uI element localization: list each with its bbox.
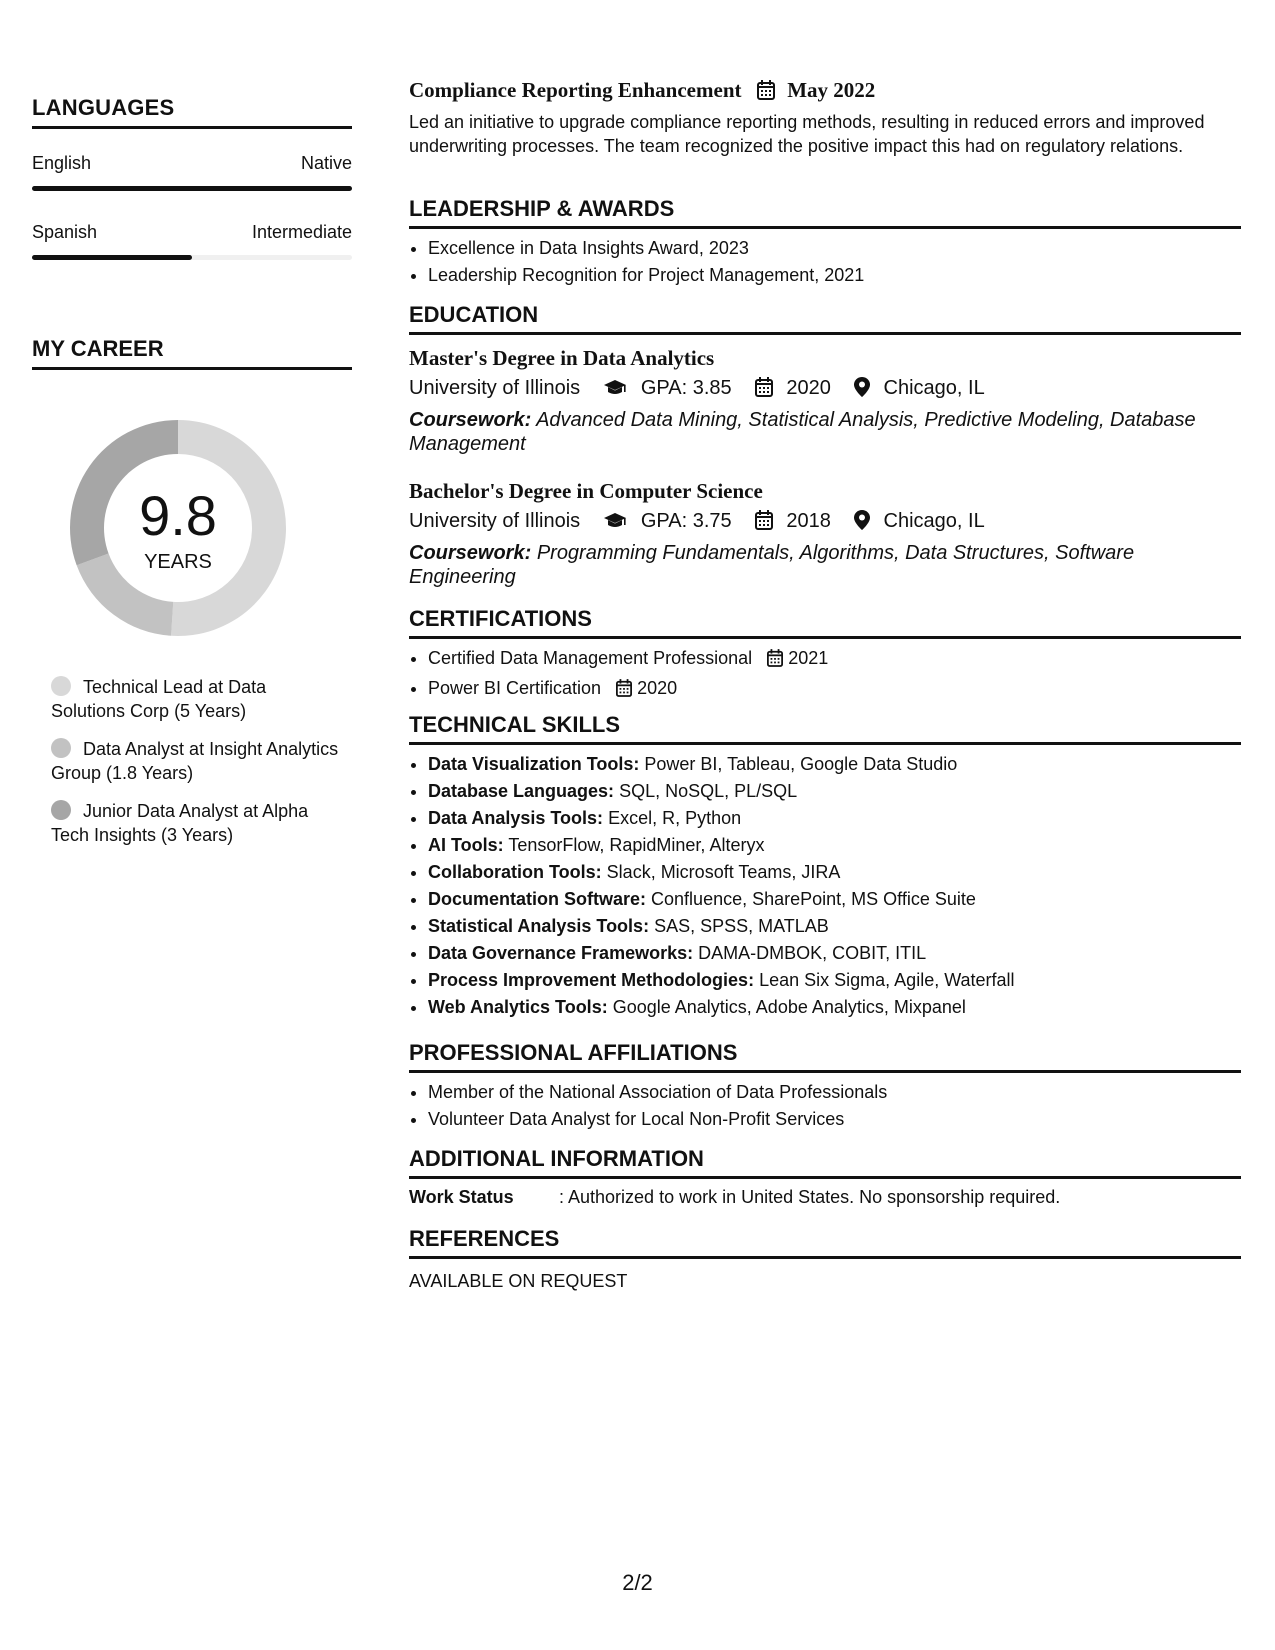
skill-category: Database Languages: xyxy=(428,781,615,801)
additional-section xyxy=(409,1146,1241,1209)
certifications-heading: CERTIFICATIONS xyxy=(409,606,1241,639)
skill-category: Process Improvement Methodologies: xyxy=(428,970,755,990)
certification-name: Certified Data Management Professional xyxy=(428,648,753,668)
language-proficiency-track xyxy=(32,186,352,191)
certifications-list xyxy=(409,645,1241,705)
affiliations-section xyxy=(409,1040,1241,1133)
career-legend-item xyxy=(51,799,341,847)
skill-item xyxy=(428,778,1241,805)
location: Chicago, IL xyxy=(883,510,985,532)
skill-item xyxy=(428,859,1241,886)
list-item: • Leadership Recognition for Project Management, 2021 xyxy=(428,262,1241,289)
language-level: Intermediate xyxy=(251,222,352,242)
affiliations-heading: PROFESSIONAL AFFILIATIONS xyxy=(409,1040,1241,1073)
career-donut-chart xyxy=(66,416,290,640)
gpa: GPA: 3.85 xyxy=(640,377,732,399)
list-item: • Volunteer Data Analyst for Local Non-Profit Services xyxy=(428,1106,1241,1133)
graduation-year: 2020 xyxy=(786,377,831,399)
coursework-text: Programming Fundamentals, Algorithms, Data Structures, Software Engineering xyxy=(409,542,1135,588)
skills-heading: TECHNICAL SKILLS xyxy=(409,712,1241,745)
language-proficiency-bar xyxy=(32,186,352,191)
leadership-heading: LEADERSHIP & AWARDS xyxy=(409,196,1241,229)
work-status-row xyxy=(409,1185,1241,1209)
skill-item xyxy=(428,940,1241,967)
graduation-cap-icon xyxy=(603,376,627,406)
skill-item xyxy=(428,805,1241,832)
career-legend xyxy=(51,675,341,861)
additional-heading: ADDITIONAL INFORMATION xyxy=(409,1146,1241,1179)
skill-values: Excel, R, Python xyxy=(608,808,742,828)
coursework-label: Coursework: xyxy=(409,542,532,564)
education-entry xyxy=(409,343,1241,456)
languages-divider xyxy=(32,126,352,129)
skills-list xyxy=(409,751,1241,1021)
skill-category: Documentation Software: xyxy=(428,889,647,909)
skill-values: SQL, NoSQL, PL/SQL xyxy=(619,781,798,801)
coursework xyxy=(409,541,1241,589)
calendar-icon xyxy=(755,376,773,406)
education-entry xyxy=(409,476,1241,589)
legend-dot xyxy=(51,800,71,820)
page-number: 2/2 xyxy=(622,1570,653,1595)
location-pin-icon xyxy=(854,509,870,539)
legend-dot xyxy=(51,738,71,758)
calendar-icon xyxy=(767,648,783,675)
career-legend-item xyxy=(51,737,341,785)
skill-category: AI Tools: xyxy=(428,835,504,855)
skill-category: Statistical Analysis Tools: xyxy=(428,916,650,936)
references-section xyxy=(409,1226,1241,1293)
career-heading: MY CAREER xyxy=(32,336,164,361)
affiliations-list xyxy=(409,1079,1241,1133)
skill-values: SAS, SPSS, MATLAB xyxy=(654,916,829,936)
location-pin-icon xyxy=(854,376,870,406)
list-item: • Member of the National Association of Data Professionals xyxy=(428,1079,1241,1106)
skill-item xyxy=(428,832,1241,859)
career-total-unit: YEARS xyxy=(144,551,212,573)
coursework xyxy=(409,408,1241,456)
skill-item xyxy=(428,967,1241,994)
skill-values: TensorFlow, RapidMiner, Alteryx xyxy=(508,835,765,855)
language-proficiency-track xyxy=(32,255,352,260)
language-name: English xyxy=(32,153,92,173)
degree-title: Bachelor's Degree in Computer Science xyxy=(409,479,763,503)
list-item: • Excellence in Data Insights Award, 2023 xyxy=(428,235,1241,262)
education-meta xyxy=(409,373,1241,406)
skill-values: Slack, Microsoft Teams, JIRA xyxy=(606,862,841,882)
project-entry xyxy=(409,76,1241,158)
career-legend-item xyxy=(51,675,341,723)
degree-title: Master's Degree in Data Analytics xyxy=(409,346,715,370)
skill-values: DAMA-DMBOK, COBIT, ITIL xyxy=(698,943,927,963)
skill-values: Google Analytics, Adobe Analytics, Mixpanel xyxy=(612,997,966,1017)
education-section xyxy=(409,302,1241,589)
project-title: Compliance Reporting Enhancement xyxy=(409,78,742,102)
career-role-label: Junior Data Analyst at Alpha Tech Insights (3 Years) xyxy=(51,801,309,845)
skill-category: Data Analysis Tools: xyxy=(428,808,604,828)
skills-section xyxy=(409,712,1241,1021)
graduation-year: 2018 xyxy=(786,510,831,532)
certification-name: Power BI Certification xyxy=(428,678,602,698)
leadership-list xyxy=(409,235,1241,289)
legend-dot xyxy=(51,676,71,696)
career-role-label: Data Analyst at Insight Analytics Group (1.8 Years) xyxy=(51,739,339,783)
graduation-cap-icon xyxy=(603,509,627,539)
calendar-icon xyxy=(616,678,632,705)
project-description: Led an initiative to upgrade compliance reporting methods, resulting in reduced errors and improved underwriting processes. The team recognized the positive impact this had on regulatory relations. xyxy=(409,112,1205,156)
certification-item xyxy=(428,645,1241,675)
certification-year: 2021 xyxy=(788,648,829,668)
languages-heading: LANGUAGES xyxy=(32,95,175,120)
skill-item xyxy=(428,751,1241,778)
career-role-label: Technical Lead at Data Solutions Corp (5 Years) xyxy=(51,677,267,721)
career-divider xyxy=(32,367,352,370)
career-total-years: 9.8 xyxy=(139,484,217,547)
project-date: May 2022 xyxy=(787,78,876,102)
calendar-icon xyxy=(755,509,773,539)
skill-values: Power BI, Tableau, Google Data Studio xyxy=(644,754,958,774)
work-status-value: : Authorized to work in United States. No sponsorship required. xyxy=(559,1187,1061,1207)
skill-item xyxy=(428,913,1241,940)
language-level: Native xyxy=(300,153,352,173)
skill-category: Collaboration Tools: xyxy=(428,862,602,882)
language-proficiency-bar xyxy=(32,255,192,260)
references-heading: REFERENCES xyxy=(409,1226,1241,1259)
leadership-section xyxy=(409,196,1241,289)
project-header xyxy=(409,76,1241,108)
location: Chicago, IL xyxy=(883,377,985,399)
school-name: University of Illinois xyxy=(409,510,581,532)
calendar-icon xyxy=(757,80,775,108)
skill-values: Lean Six Sigma, Agile, Waterfall xyxy=(759,970,1015,990)
certifications-section xyxy=(409,606,1241,705)
skill-category: Web Analytics Tools: xyxy=(428,997,608,1017)
skill-category: Data Governance Frameworks: xyxy=(428,943,694,963)
skill-item xyxy=(428,886,1241,913)
certification-year: 2020 xyxy=(637,678,678,698)
school-name: University of Illinois xyxy=(409,377,581,399)
certification-item xyxy=(428,675,1241,705)
language-name: Spanish xyxy=(32,222,98,242)
references-text: AVAILABLE ON REQUEST xyxy=(409,1271,628,1291)
skill-category: Data Visualization Tools: xyxy=(428,754,640,774)
gpa: GPA: 3.75 xyxy=(640,510,732,532)
coursework-text: Advanced Data Mining, Statistical Analysis, Predictive Modeling, Database Management xyxy=(409,409,1196,455)
coursework-label: Coursework: xyxy=(409,409,532,431)
education-meta xyxy=(409,506,1241,539)
skill-values: Confluence, SharePoint, MS Office Suite xyxy=(651,889,976,909)
education-heading: EDUCATION xyxy=(409,302,1241,335)
skill-item xyxy=(428,994,1241,1021)
work-status-label: Work Status xyxy=(409,1187,514,1207)
